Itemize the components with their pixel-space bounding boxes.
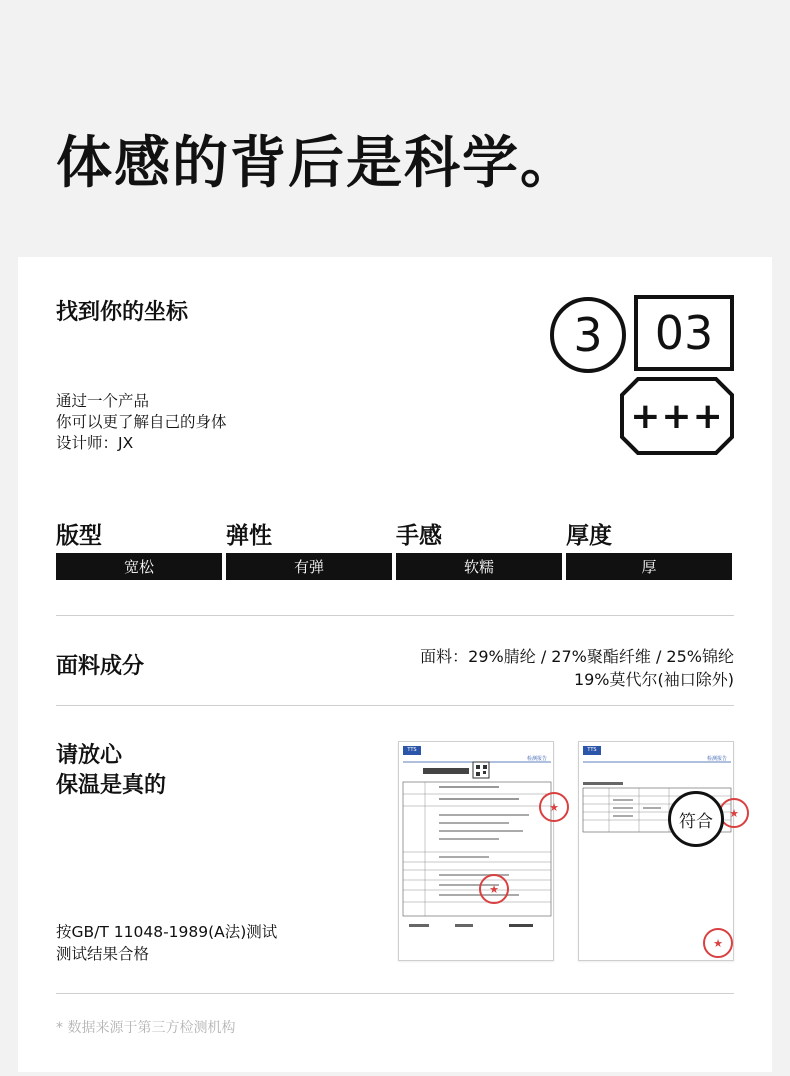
official-stamp-icon xyxy=(539,792,569,822)
claim-line: 保温是真的 xyxy=(56,773,167,798)
report-logo: TTS xyxy=(583,746,601,755)
fabric-line: 面料：29%腈纶 / 27%聚酯纤维 / 25%锦纶 xyxy=(420,647,734,666)
page-headline: 体感的背后是科学。 xyxy=(56,131,578,196)
section-divider xyxy=(56,705,734,706)
intro-line: 你可以更了解自己的身体 xyxy=(56,413,227,431)
data-source-footnote: * 数据来源于第三方检测机构 xyxy=(56,1020,236,1036)
attr-value-fit: 宽松 xyxy=(56,553,222,580)
report-title: 检测报告 xyxy=(706,756,727,762)
designer-line: 设计师：JX xyxy=(56,434,134,452)
attr-label-thickness: 厚度 xyxy=(566,523,612,549)
fabric-line: 19%莫代尔(袖口除外) xyxy=(573,670,734,689)
attr-label-fit: 版型 xyxy=(56,523,102,549)
report-title: 检测报告 xyxy=(526,756,547,762)
test-line: 测试结果合格 xyxy=(56,945,150,963)
attr-label-elasticity: 弹性 xyxy=(226,523,272,549)
test-line: 按GB/T 11048-1989(A法)测试 xyxy=(56,923,278,941)
test-report-image xyxy=(578,741,734,961)
report-table-graphic xyxy=(399,742,555,962)
section-divider xyxy=(56,993,734,994)
official-stamp-icon xyxy=(703,928,733,958)
fabric-title: 面料成分 xyxy=(56,654,145,679)
official-stamp-icon xyxy=(479,874,509,904)
claim-line: 请放心 xyxy=(56,743,123,768)
pass-result-badge: 符合 xyxy=(668,791,724,847)
product-info-card xyxy=(18,257,772,1072)
test-standard xyxy=(56,921,277,965)
attr-label-feel: 手感 xyxy=(396,523,442,549)
number-circle-badge: 3 xyxy=(550,297,626,373)
attr-value-elasticity: 有弹 xyxy=(226,553,392,580)
number-box-badge: 03 xyxy=(634,295,734,371)
report-logo: TTS xyxy=(403,746,421,755)
section-divider xyxy=(56,615,734,616)
intro-line: 通过一个产品 xyxy=(56,392,150,410)
attr-value-thickness: 厚 xyxy=(566,553,732,580)
coordinate-intro xyxy=(56,391,227,454)
fabric-composition xyxy=(420,645,734,691)
warmth-claim xyxy=(56,741,166,801)
test-report-image xyxy=(398,741,554,961)
warmth-plus-rating: +++ xyxy=(630,395,724,437)
coordinate-title: 找到你的坐标 xyxy=(56,300,189,325)
attr-value-feel: 软糯 xyxy=(396,553,562,580)
